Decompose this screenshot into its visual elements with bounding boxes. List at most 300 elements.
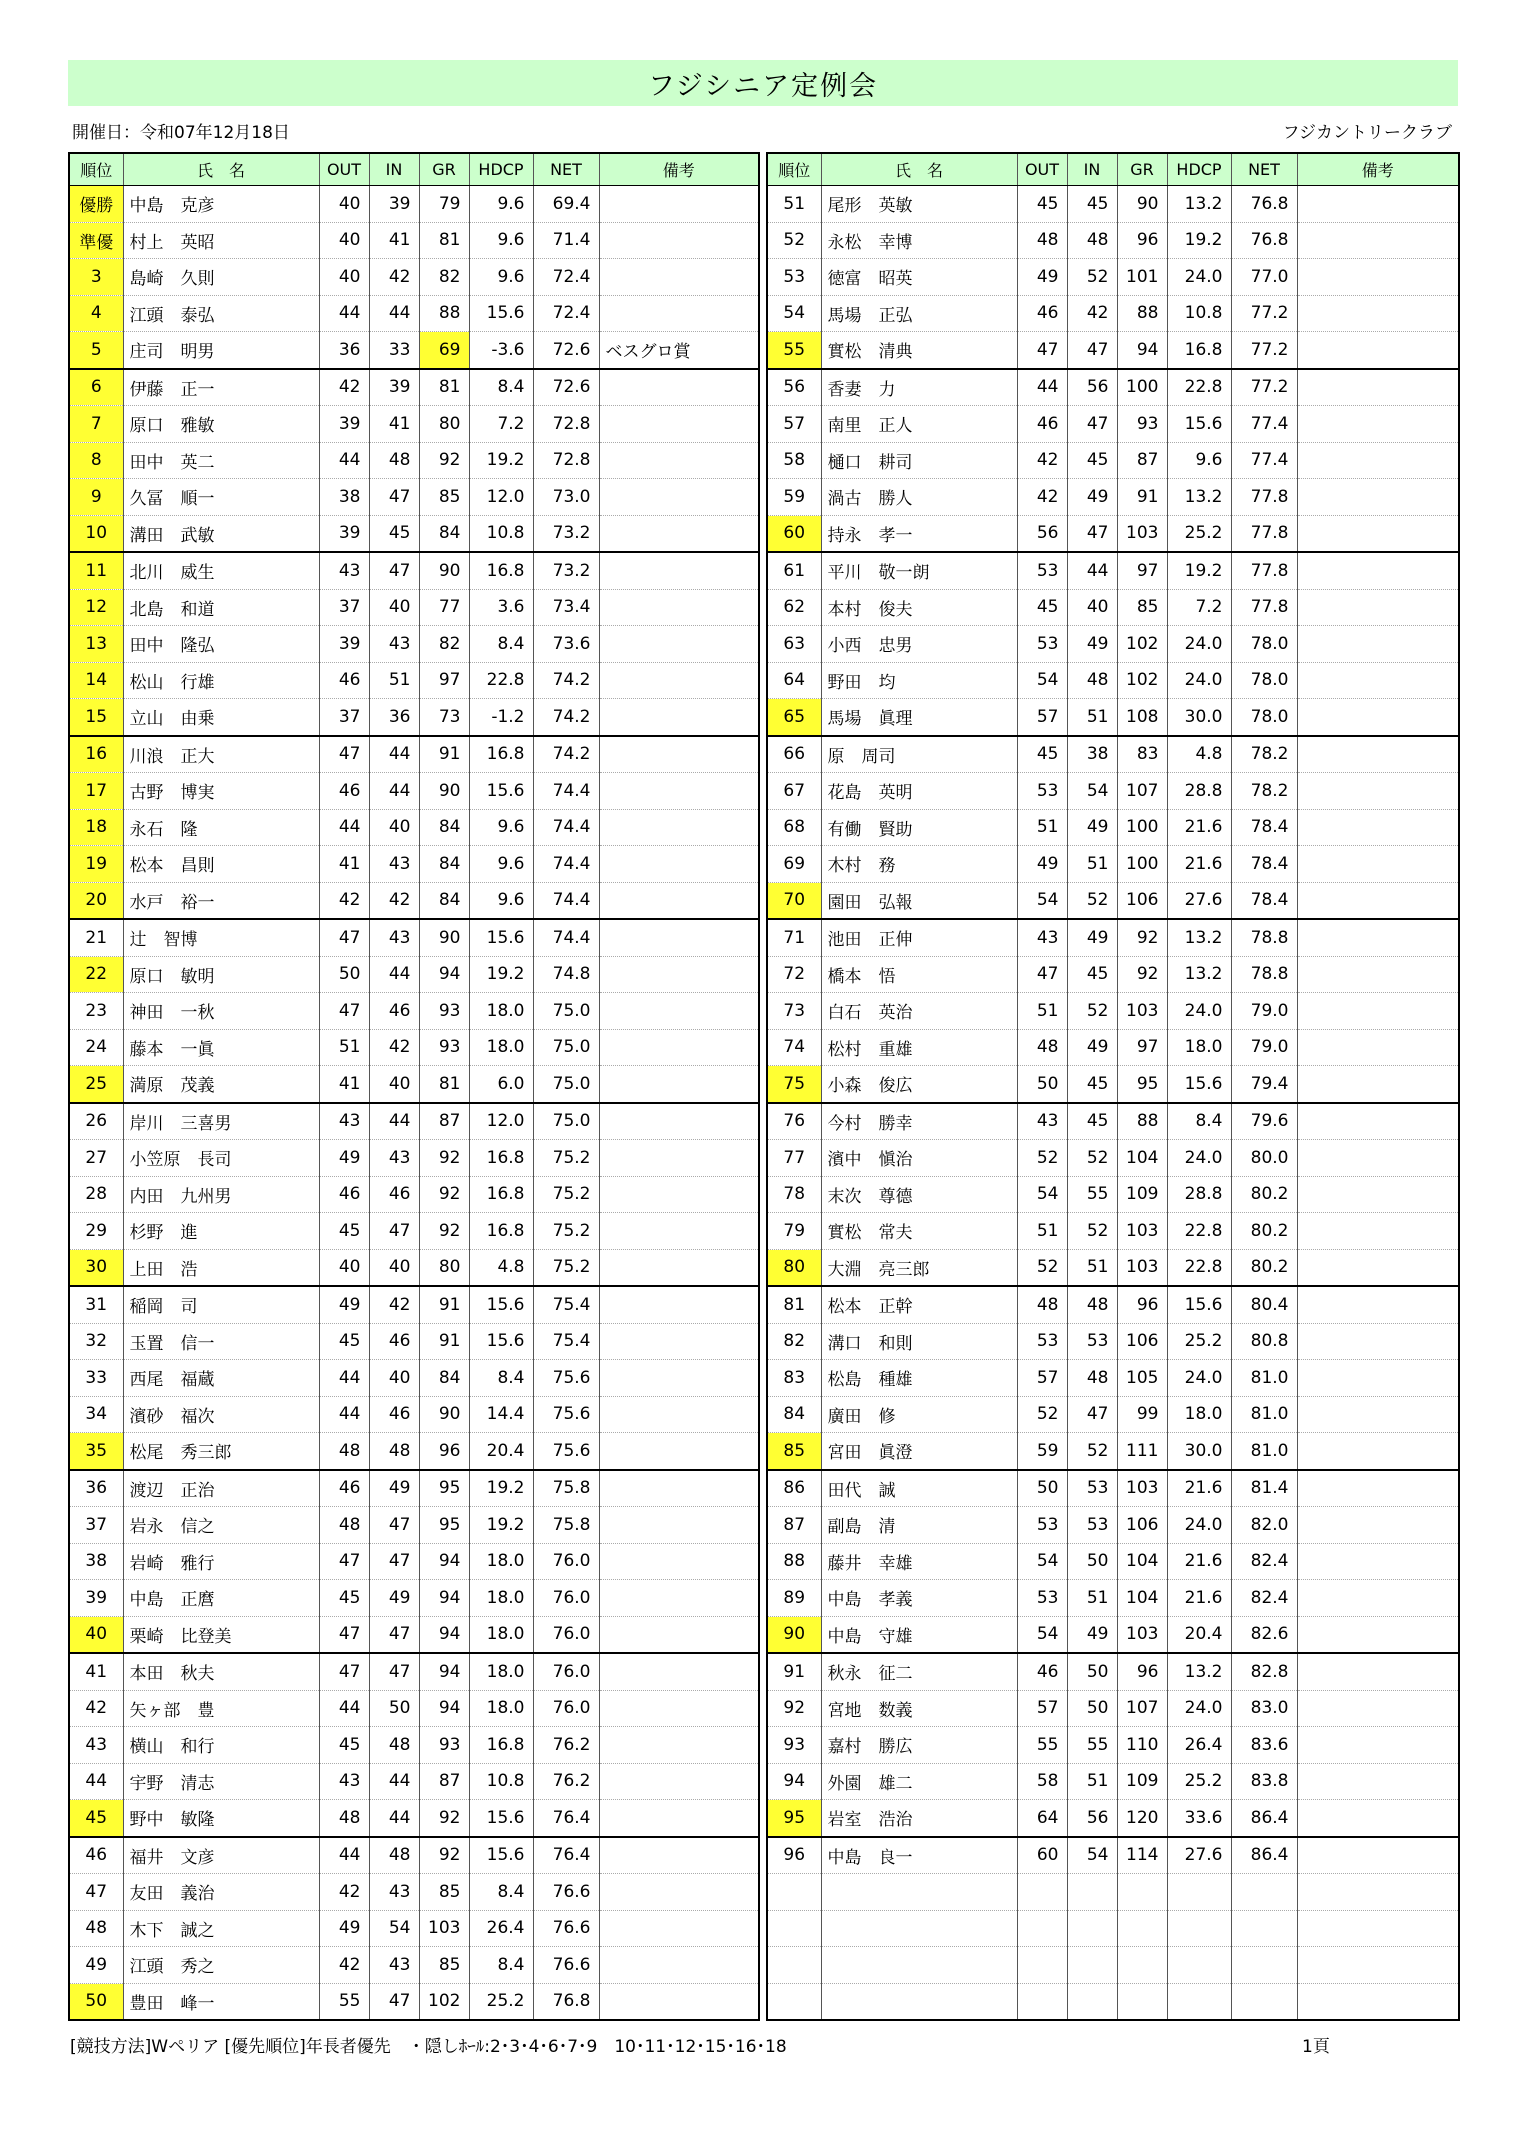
out-score: 42 <box>319 369 369 406</box>
net-score: 76.6 <box>533 1947 599 1984</box>
table-row <box>767 846 1459 883</box>
in-score: 48 <box>369 1727 419 1764</box>
handicap: 13.2 <box>1167 1653 1231 1690</box>
in-score: 40 <box>369 1066 419 1103</box>
player-name: 松本 昌則 <box>123 846 319 883</box>
rank-cell: 56 <box>767 369 821 406</box>
rank-cell <box>767 1983 821 2020</box>
net-score: 76.6 <box>533 1910 599 1947</box>
in-score: 50 <box>1067 1543 1117 1580</box>
remark <box>599 1910 759 1947</box>
club-name: フジカントリークラブ <box>1282 123 1452 143</box>
gross-score: 92 <box>419 1176 469 1213</box>
out-score: 42 <box>319 1874 369 1911</box>
in-score: 39 <box>369 186 419 223</box>
in-score: 54 <box>1067 773 1117 810</box>
gross-score: 120 <box>1117 1800 1167 1837</box>
table-row <box>69 332 759 369</box>
player-name: 永石 隆 <box>123 809 319 846</box>
in-score: 40 <box>369 1360 419 1397</box>
handicap: 16.8 <box>469 1727 533 1764</box>
out-score: 44 <box>319 1360 369 1397</box>
rank-cell: 59 <box>767 479 821 516</box>
gross-score: 79 <box>419 186 469 223</box>
gross-score: 95 <box>1117 1066 1167 1103</box>
net-score: 78.2 <box>1231 736 1297 773</box>
out-score: 53 <box>1017 1580 1067 1617</box>
handicap: 10.8 <box>469 515 533 552</box>
gross-score: 88 <box>1117 1103 1167 1140</box>
gross-score: 92 <box>1117 919 1167 956</box>
net-score: 77.4 <box>1231 406 1297 443</box>
net-score: 80.8 <box>1231 1323 1297 1360</box>
handicap: 12.0 <box>469 479 533 516</box>
gross-score: 90 <box>1117 186 1167 223</box>
handicap: 8.4 <box>469 369 533 406</box>
out-score: 41 <box>319 846 369 883</box>
gross-score: 80 <box>419 406 469 443</box>
table-row <box>767 186 1459 223</box>
table-row <box>69 589 759 626</box>
out-score: 45 <box>1017 186 1067 223</box>
out-score: 49 <box>319 1286 369 1323</box>
in-score: 39 <box>369 369 419 406</box>
out-score: 45 <box>1017 736 1067 773</box>
player-name: 小森 俊広 <box>821 1066 1017 1103</box>
gross-score: 83 <box>1117 736 1167 773</box>
table-row <box>767 1470 1459 1507</box>
rank-cell: 82 <box>767 1323 821 1360</box>
table-row <box>767 993 1459 1030</box>
gross-score: 99 <box>1117 1396 1167 1433</box>
gross-score: 100 <box>1117 369 1167 406</box>
table-row <box>69 956 759 993</box>
net-score: 83.0 <box>1231 1690 1297 1727</box>
rank-cell: 69 <box>767 846 821 883</box>
in-score: 45 <box>1067 442 1117 479</box>
handicap: 18.0 <box>469 1580 533 1617</box>
out-score: 45 <box>319 1213 369 1250</box>
net-score: 75.6 <box>533 1360 599 1397</box>
in-score <box>1067 1983 1117 2020</box>
table-row <box>767 222 1459 259</box>
results-body-left <box>69 186 759 2021</box>
player-name: 中島 正麿 <box>123 1580 319 1617</box>
net-score: 72.4 <box>533 295 599 332</box>
out-score: 54 <box>1017 662 1067 699</box>
gross-score: 107 <box>1117 773 1167 810</box>
table-row <box>69 369 759 406</box>
in-score: 47 <box>1067 515 1117 552</box>
gross-score: 103 <box>1117 1213 1167 1250</box>
handicap: 18.0 <box>469 1029 533 1066</box>
table-row <box>767 1800 1459 1837</box>
handicap: 24.0 <box>1167 993 1231 1030</box>
player-name: 杉野 進 <box>123 1213 319 1250</box>
net-score: 80.2 <box>1231 1213 1297 1250</box>
page-number: 1頁 <box>1302 2037 1330 2057</box>
gross-score: 92 <box>419 1837 469 1874</box>
out-score: 41 <box>319 1066 369 1103</box>
net-score: 81.0 <box>1231 1396 1297 1433</box>
out-score <box>1017 1910 1067 1947</box>
in-score: 40 <box>369 1249 419 1286</box>
table-row <box>69 993 759 1030</box>
net-score: 74.8 <box>533 956 599 993</box>
column-header-note: 備考 <box>1297 153 1459 186</box>
table-row <box>69 1176 759 1213</box>
handicap: 21.6 <box>1167 1470 1231 1507</box>
rank-cell: 95 <box>767 1800 821 1837</box>
net-score: 73.2 <box>533 552 599 589</box>
handicap: 20.4 <box>469 1433 533 1470</box>
net-score: 75.4 <box>533 1286 599 1323</box>
handicap: 33.6 <box>1167 1800 1231 1837</box>
handicap: 26.4 <box>1167 1727 1231 1764</box>
out-score: 39 <box>319 515 369 552</box>
gross-score: 87 <box>1117 442 1167 479</box>
handicap: 27.6 <box>1167 1837 1231 1874</box>
column-header-name: 氏 名 <box>123 153 319 186</box>
net-score: 77.2 <box>1231 295 1297 332</box>
in-score: 48 <box>369 1433 419 1470</box>
remark <box>1297 1029 1459 1066</box>
player-name: 永松 幸博 <box>821 222 1017 259</box>
net-score: 75.2 <box>533 1176 599 1213</box>
net-score: 76.2 <box>533 1727 599 1764</box>
gross-score: 103 <box>1117 1249 1167 1286</box>
out-score: 40 <box>319 186 369 223</box>
gross-score: 80 <box>419 1249 469 1286</box>
table-row <box>69 1874 759 1911</box>
handicap: 22.8 <box>1167 369 1231 406</box>
out-score: 44 <box>319 295 369 332</box>
remark <box>1297 662 1459 699</box>
out-score: 59 <box>1017 1433 1067 1470</box>
out-score: 40 <box>319 259 369 296</box>
in-score: 53 <box>1067 1323 1117 1360</box>
net-score <box>1231 1947 1297 1984</box>
net-score: 76.4 <box>533 1837 599 1874</box>
handicap: 18.0 <box>469 993 533 1030</box>
rank-cell: 46 <box>69 1837 123 1874</box>
remark <box>1297 626 1459 663</box>
in-score: 51 <box>1067 846 1117 883</box>
table-row <box>69 1727 759 1764</box>
out-score: 51 <box>1017 1213 1067 1250</box>
rank-cell: 78 <box>767 1176 821 1213</box>
rank-cell: 90 <box>767 1616 821 1653</box>
in-score: 50 <box>1067 1653 1117 1690</box>
remark <box>1297 442 1459 479</box>
player-name: 豊田 峰一 <box>123 1983 319 2020</box>
player-name: 花島 英明 <box>821 773 1017 810</box>
rank-cell: 23 <box>69 993 123 1030</box>
net-score: 86.4 <box>1231 1800 1297 1837</box>
gross-score: 107 <box>1117 1690 1167 1727</box>
in-score: 44 <box>369 1763 419 1800</box>
out-score: 42 <box>319 1947 369 1984</box>
in-score: 53 <box>1067 1470 1117 1507</box>
net-score: 78.2 <box>1231 773 1297 810</box>
in-score: 42 <box>369 1286 419 1323</box>
player-name: 廣田 修 <box>821 1396 1017 1433</box>
player-name: 尾形 英敏 <box>821 186 1017 223</box>
in-score: 53 <box>1067 1507 1117 1544</box>
remark <box>599 1140 759 1177</box>
out-score: 57 <box>1017 1690 1067 1727</box>
out-score: 52 <box>1017 1140 1067 1177</box>
player-name: 溝田 武敏 <box>123 515 319 552</box>
remark <box>1297 846 1459 883</box>
player-name: 横山 和行 <box>123 1727 319 1764</box>
in-score: 54 <box>1067 1837 1117 1874</box>
out-score: 42 <box>319 882 369 919</box>
table-row <box>69 1763 759 1800</box>
player-name: 岸川 三喜男 <box>123 1103 319 1140</box>
in-score: 52 <box>1067 1140 1117 1177</box>
rank-cell: 89 <box>767 1580 821 1617</box>
rank-cell: 71 <box>767 919 821 956</box>
remark <box>599 442 759 479</box>
net-score: 75.8 <box>533 1507 599 1544</box>
remark <box>1297 1616 1459 1653</box>
handicap: 6.0 <box>469 1066 533 1103</box>
gross-score: 92 <box>1117 956 1167 993</box>
in-score: 50 <box>369 1690 419 1727</box>
handicap: 25.2 <box>469 1983 533 2020</box>
remark <box>1297 1176 1459 1213</box>
gross-score: 93 <box>1117 406 1167 443</box>
remark <box>599 1763 759 1800</box>
in-score: 43 <box>369 626 419 663</box>
remark <box>599 1433 759 1470</box>
gross-score: 103 <box>1117 993 1167 1030</box>
rank-cell: 61 <box>767 552 821 589</box>
in-score <box>1067 1910 1117 1947</box>
out-score: 45 <box>319 1580 369 1617</box>
gross-score: 73 <box>419 699 469 736</box>
table-row <box>69 736 759 773</box>
handicap: 18.0 <box>469 1653 533 1690</box>
remark <box>1297 773 1459 810</box>
handicap <box>1167 1910 1231 1947</box>
gross-score: 92 <box>419 1140 469 1177</box>
out-score: 55 <box>1017 1727 1067 1764</box>
handicap: 9.6 <box>469 882 533 919</box>
gross-score: 81 <box>419 369 469 406</box>
player-name: 伊藤 正一 <box>123 369 319 406</box>
in-score: 43 <box>369 919 419 956</box>
table-row <box>69 1213 759 1250</box>
remark <box>599 736 759 773</box>
remark <box>599 1176 759 1213</box>
remark <box>599 1323 759 1360</box>
gross-score: 100 <box>1117 809 1167 846</box>
out-score: 48 <box>319 1800 369 1837</box>
out-score: 44 <box>319 809 369 846</box>
net-score: 80.4 <box>1231 1286 1297 1323</box>
net-score: 80.0 <box>1231 1140 1297 1177</box>
out-score: 39 <box>319 626 369 663</box>
out-score <box>1017 1947 1067 1984</box>
handicap: 24.0 <box>1167 626 1231 663</box>
table-row <box>69 1323 759 1360</box>
gross-score: 97 <box>1117 552 1167 589</box>
player-name: 外園 雄二 <box>821 1763 1017 1800</box>
rank-cell: 38 <box>69 1543 123 1580</box>
net-score: 76.6 <box>533 1874 599 1911</box>
out-score: 48 <box>1017 222 1067 259</box>
in-score: 47 <box>369 1653 419 1690</box>
in-score: 47 <box>369 479 419 516</box>
net-score: 74.4 <box>533 809 599 846</box>
player-name: 宮田 眞澄 <box>821 1433 1017 1470</box>
gross-score: 93 <box>419 1029 469 1066</box>
remark <box>1297 1286 1459 1323</box>
rank-cell: 41 <box>69 1653 123 1690</box>
rank-cell: 72 <box>767 956 821 993</box>
gross-score: 111 <box>1117 1433 1167 1470</box>
net-score: 80.2 <box>1231 1176 1297 1213</box>
in-score: 42 <box>369 1029 419 1066</box>
out-score: 49 <box>1017 846 1067 883</box>
gross-score: 96 <box>1117 1653 1167 1690</box>
remark <box>1297 1507 1459 1544</box>
out-score: 46 <box>319 1176 369 1213</box>
gross-score: 90 <box>419 1396 469 1433</box>
remark <box>599 699 759 736</box>
player-name: 藤井 幸雄 <box>821 1543 1017 1580</box>
remark <box>599 1360 759 1397</box>
net-score: 74.2 <box>533 699 599 736</box>
table-row <box>767 1140 1459 1177</box>
in-score: 46 <box>369 993 419 1030</box>
in-score: 51 <box>1067 699 1117 736</box>
out-score: 48 <box>1017 1286 1067 1323</box>
remark <box>599 186 759 223</box>
out-score: 48 <box>1017 1029 1067 1066</box>
table-row <box>767 773 1459 810</box>
out-score: 46 <box>319 662 369 699</box>
in-score: 44 <box>369 736 419 773</box>
rank-cell: 73 <box>767 993 821 1030</box>
rank-cell: 42 <box>69 1690 123 1727</box>
remark <box>1297 699 1459 736</box>
handicap: 15.6 <box>469 295 533 332</box>
table-row <box>767 1616 1459 1653</box>
remark <box>1297 1360 1459 1397</box>
out-score: 52 <box>1017 1396 1067 1433</box>
remark <box>599 369 759 406</box>
column-header-gr: GR <box>1117 153 1167 186</box>
gross-score: 85 <box>419 1947 469 1984</box>
remark <box>1297 222 1459 259</box>
net-score: 76.8 <box>533 1983 599 2020</box>
player-name: 池田 正伸 <box>821 919 1017 956</box>
table-row <box>69 1800 759 1837</box>
remark <box>1297 1249 1459 1286</box>
out-score: 43 <box>319 1763 369 1800</box>
remark <box>1297 1653 1459 1690</box>
table-row <box>767 1543 1459 1580</box>
in-score: 36 <box>369 699 419 736</box>
gross-score: 109 <box>1117 1176 1167 1213</box>
net-score: 69.4 <box>533 186 599 223</box>
gross-score: 90 <box>419 552 469 589</box>
player-name <box>821 1874 1017 1911</box>
net-score: 78.0 <box>1231 626 1297 663</box>
handicap: 28.8 <box>1167 773 1231 810</box>
player-name <box>821 1910 1017 1947</box>
remark <box>599 1690 759 1727</box>
handicap: 25.2 <box>1167 515 1231 552</box>
player-name: 原口 雅敏 <box>123 406 319 443</box>
table-row <box>69 406 759 443</box>
table-row <box>767 1249 1459 1286</box>
rank-cell: 86 <box>767 1470 821 1507</box>
out-score: 57 <box>1017 699 1067 736</box>
player-name: 松島 種雄 <box>821 1360 1017 1397</box>
rank-cell: 17 <box>69 773 123 810</box>
in-score: 48 <box>1067 222 1117 259</box>
rank-cell: 76 <box>767 1103 821 1140</box>
rank-cell: 37 <box>69 1507 123 1544</box>
handicap: 18.0 <box>1167 1396 1231 1433</box>
remark <box>599 1727 759 1764</box>
in-score: 49 <box>1067 626 1117 663</box>
net-score: 74.4 <box>533 882 599 919</box>
remark <box>599 1029 759 1066</box>
in-score: 43 <box>369 1947 419 1984</box>
rank-cell: 4 <box>69 295 123 332</box>
rank-cell: 3 <box>69 259 123 296</box>
out-score: 45 <box>319 1727 369 1764</box>
remark <box>1297 1580 1459 1617</box>
out-score: 46 <box>319 1470 369 1507</box>
out-score: 51 <box>1017 993 1067 1030</box>
out-score: 44 <box>319 1396 369 1433</box>
table-row <box>767 1653 1459 1690</box>
rank-cell: 44 <box>69 1763 123 1800</box>
handicap: 24.0 <box>1167 662 1231 699</box>
in-score: 44 <box>1067 552 1117 589</box>
in-score: 45 <box>369 515 419 552</box>
page-title: フジシニア定例会 <box>68 60 1458 106</box>
net-score: 78.8 <box>1231 956 1297 993</box>
gross-score: 114 <box>1117 1837 1167 1874</box>
rank-cell: 10 <box>69 515 123 552</box>
handicap: 8.4 <box>469 1360 533 1397</box>
net-score: 76.8 <box>1231 222 1297 259</box>
net-score: 79.0 <box>1231 993 1297 1030</box>
net-score: 75.8 <box>533 1470 599 1507</box>
gross-score: 82 <box>419 626 469 663</box>
rank-cell <box>767 1947 821 1984</box>
rank-cell: 28 <box>69 1176 123 1213</box>
rank-cell: 24 <box>69 1029 123 1066</box>
net-score: 75.2 <box>533 1213 599 1250</box>
table-row <box>767 479 1459 516</box>
remark <box>1297 515 1459 552</box>
player-name: 岩永 信之 <box>123 1507 319 1544</box>
table-row <box>69 295 759 332</box>
out-score: 47 <box>319 919 369 956</box>
remark <box>1297 882 1459 919</box>
out-score: 57 <box>1017 1360 1067 1397</box>
player-name: 濱砂 福次 <box>123 1396 319 1433</box>
remark <box>599 1066 759 1103</box>
